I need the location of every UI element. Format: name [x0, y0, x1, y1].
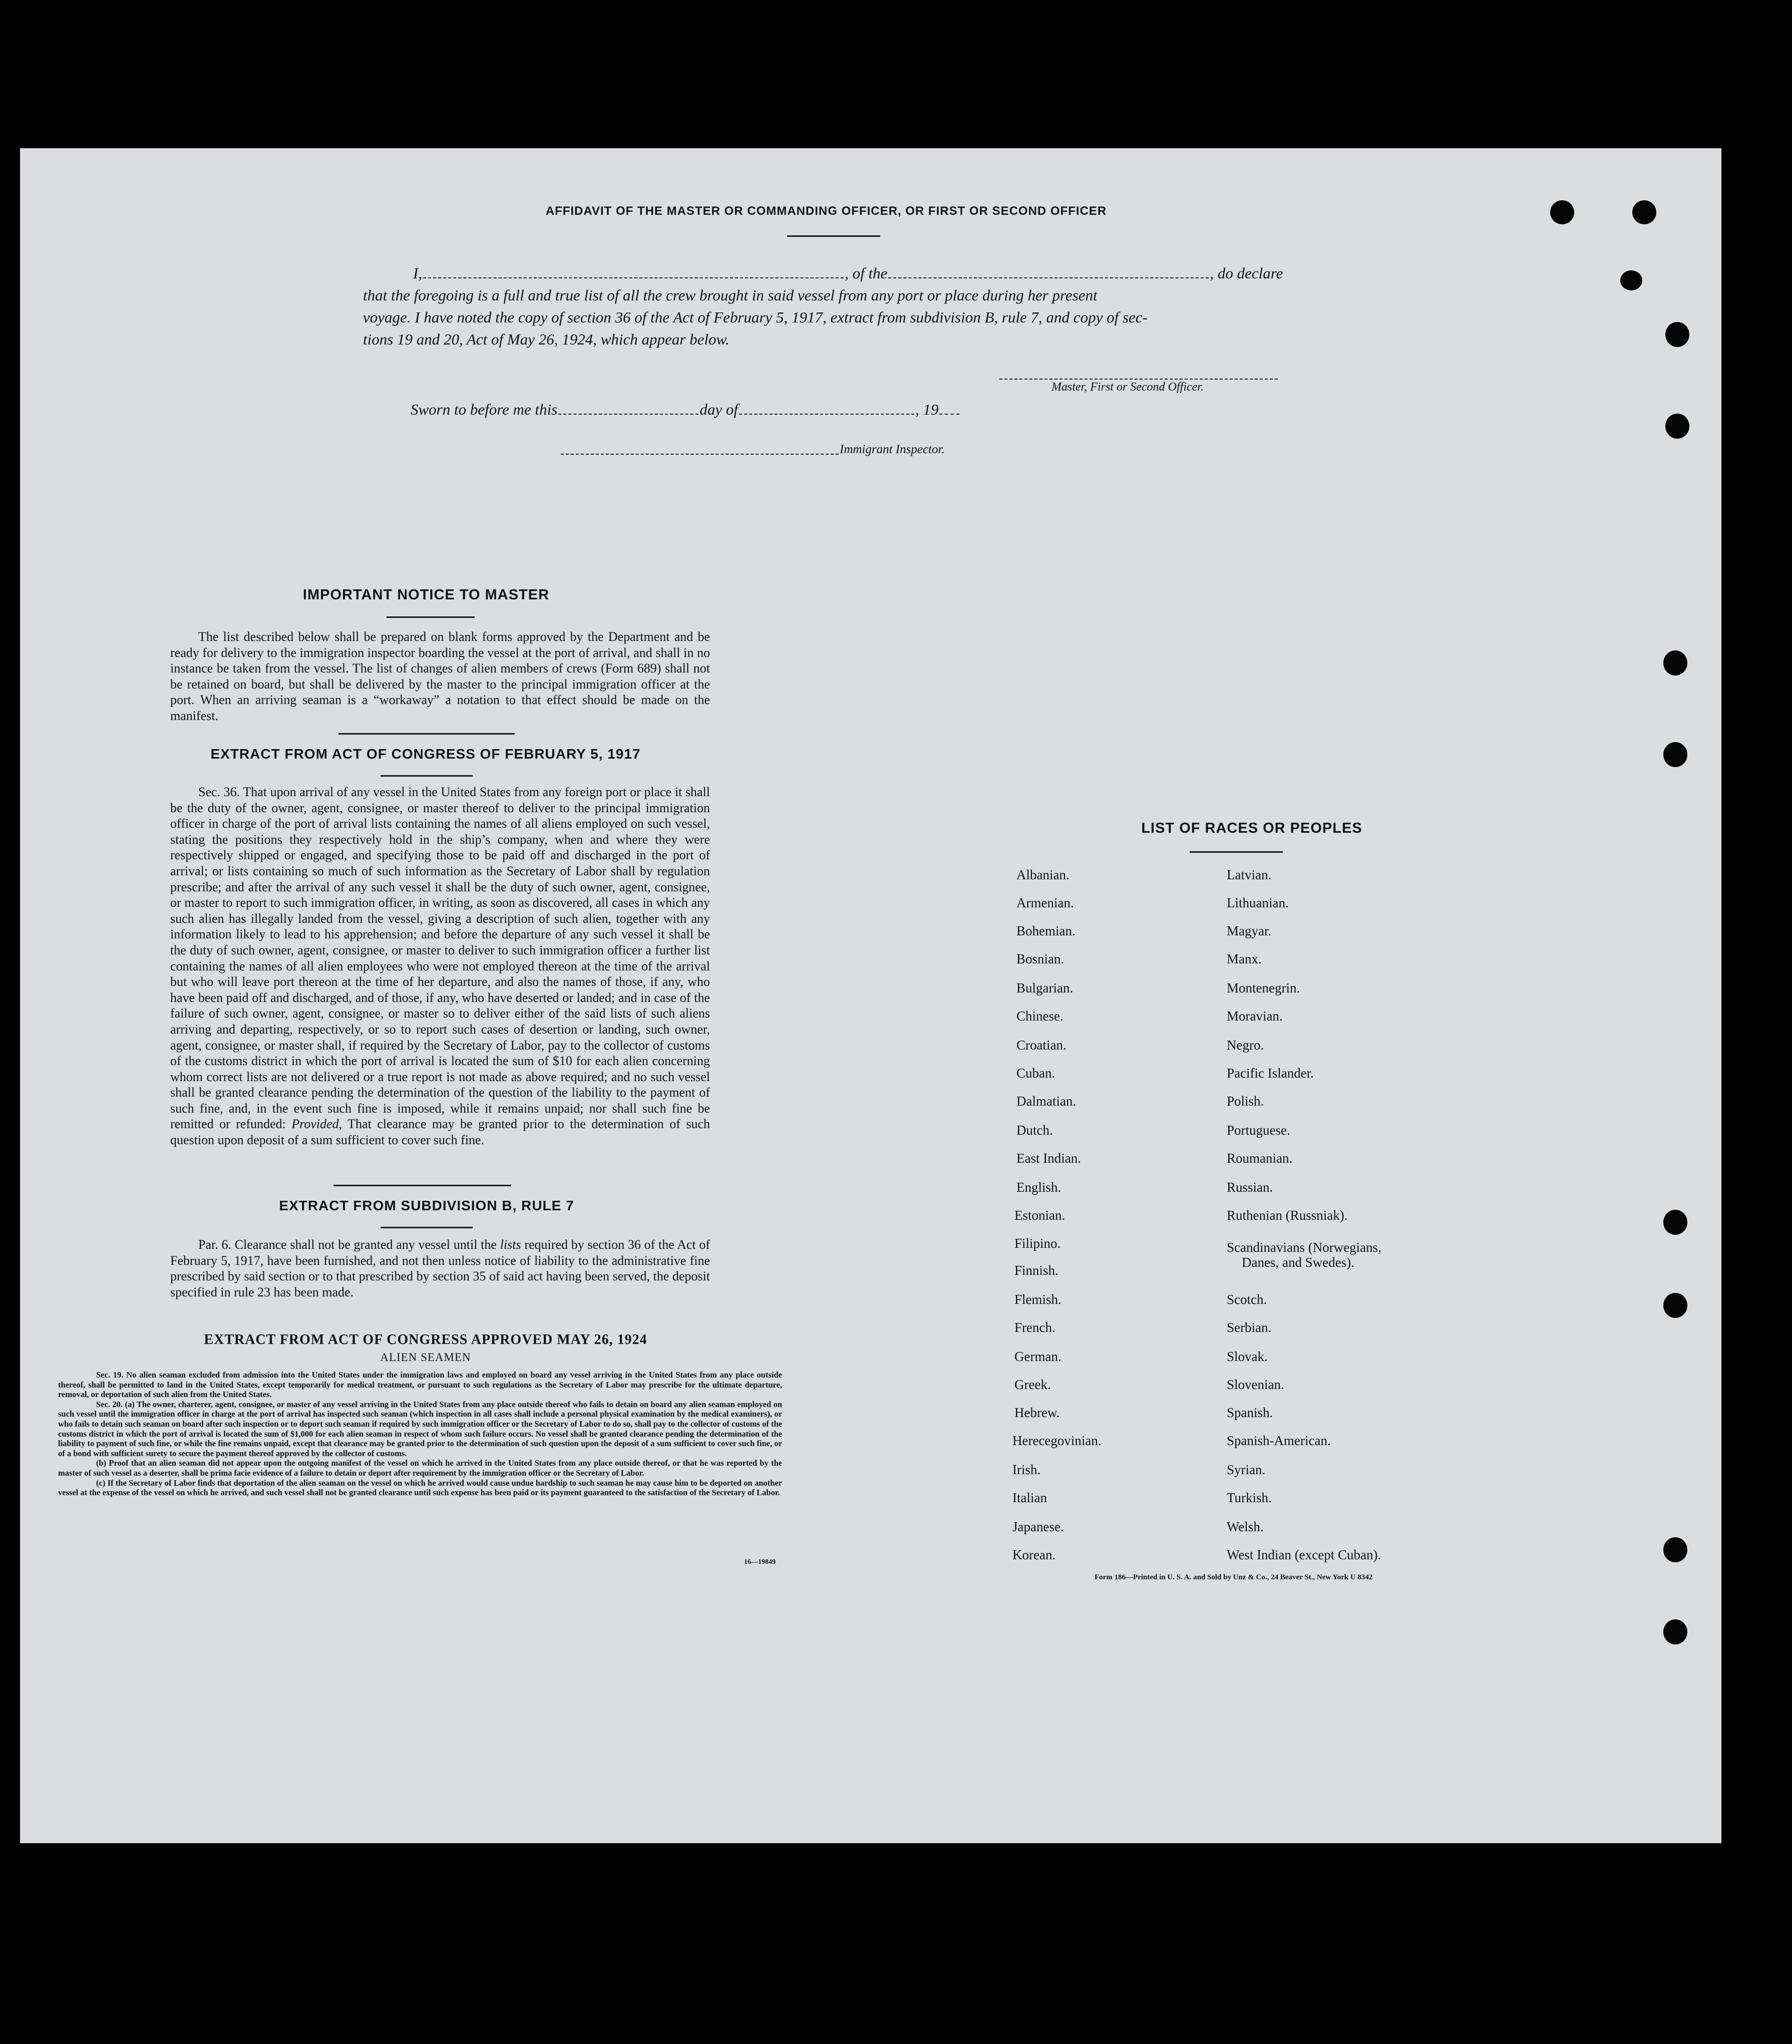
rule7-title: EXTRACT FROM SUBDIVISION B, RULE 7 [279, 1198, 574, 1213]
sworn-line [411, 401, 960, 419]
punch-hole [1663, 1537, 1687, 1562]
race-item: Welsh. [1227, 1519, 1264, 1534]
race-item: Pacific Islander. [1227, 1066, 1314, 1081]
race-item: Latvian. [1227, 867, 1272, 882]
race-item: Spanish-American. [1227, 1433, 1331, 1448]
sworn-day-field[interactable] [558, 414, 698, 415]
race-item: German. [1014, 1349, 1061, 1364]
race-item: Japanese. [1012, 1519, 1064, 1534]
affidavit-line-3: voyage. I have noted the copy of section 36 of the Act of February 5, 1917, extract from subdivision B, rule 7, and copy of sec- [363, 308, 1148, 326]
sworn-month-field[interactable] [739, 414, 914, 415]
punch-hole [1663, 742, 1687, 767]
rule7-text [170, 1237, 710, 1300]
act1917-title-rule [381, 775, 473, 777]
race-item: Negro. [1227, 1038, 1264, 1053]
punch-hole [1665, 414, 1689, 439]
race-item: Dalmatian. [1016, 1094, 1077, 1109]
race-item: Greek. [1014, 1377, 1051, 1392]
act1917-text [170, 784, 710, 1148]
race-item: Magyar. [1227, 923, 1272, 938]
act1924-code: 16—19849 [744, 1558, 776, 1566]
notice-title-rule [387, 616, 475, 618]
race-item: Russian. [1227, 1180, 1273, 1195]
races-title: LIST OF RACES OR PEOPLES [1141, 820, 1362, 836]
master-signature-field[interactable] [999, 379, 1278, 380]
affidavit-of-the: , of the [845, 264, 888, 282]
act1917-provided: Provided, [291, 1117, 342, 1132]
affidavit-i-label: I, [413, 264, 423, 282]
affidavit-title: AFFIDAVIT OF THE MASTER OR COMMANDING OFFICER, OR FIRST OR SECOND OFFICER [545, 204, 1107, 218]
race-item: Serbian. [1227, 1320, 1272, 1335]
race-item: Syrian. [1227, 1462, 1266, 1477]
form-footer: Form 186—Printed in U. S. A. and Sold by Unz & Co., 24 Beaver St., New York U 8342 [1095, 1573, 1373, 1581]
race-item: Italian [1012, 1490, 1047, 1505]
race-item: Croatian. [1016, 1038, 1066, 1053]
race-item: French. [1014, 1320, 1055, 1335]
race-item: Danes, and Swedes). [1242, 1255, 1354, 1270]
race-item: Armenian. [1016, 895, 1074, 910]
punch-hole [1663, 1210, 1687, 1235]
act1924-sec20c: (c) If the Secretary of Labor finds that deportation of the alien seaman on the vessel on which he arrived would cause undue hardship to such seaman he may cause him to be deported on another vessel at the expense of the vessel on which he arrived, and such vessel shall not be granted clearance until such expense has been paid or its payment guaranteed to the satisfaction of the Secretary of Labor. [58, 1478, 782, 1498]
vessel-name-field[interactable] [888, 277, 1209, 278]
notice-text: The list described below shall be prepared on blank forms approved by the Department and be ready for delivery to the immigration inspector boarding the vessel at the port of arrival, and shall in no instance be taken from the vessel. The list of changes of alien members of crews (Form 689) shall not be retained on board, but shall be delivered by the master to the principal immigration officer at the port. When an arriving seaman is a “workaway” a notation to that effect should be made on the manifest. [170, 629, 710, 723]
race-item: Turkish. [1227, 1490, 1272, 1505]
act1917-title: EXTRACT FROM ACT OF CONGRESS OF FEBRUARY 5, 1917 [210, 746, 641, 762]
affidavit-line-2: that the foregoing is a full and true list of all the crew brought in said vessel from any port or place during her present [363, 286, 1098, 304]
race-item: Slovak. [1227, 1349, 1268, 1364]
sworn-label: Sworn to before me this [411, 401, 558, 418]
race-item: Spanish. [1227, 1405, 1273, 1420]
punch-hole [1632, 200, 1656, 224]
act1924-sec20a: Sec. 20. (a) The owner, charterer, agent, consignee, or master of any vessel arriving in the United States from any place outside thereof who fails to detain on board any alien seaman employed on such vessel until the immigration officer in charge at the port of arrival has inspected such seaman (which inspection in all cases shall include a personal physical examination by the medical examiners), or who fails to detain such seaman on board after such inspection or to deport such seaman if required by such immigration officer or the Secretary of Labor to do so, shall pay to the collector of customs of the customs district in which the port of arrival is located the sum of $1,000 for each alien seaman in respect of whom such failure occurs. No vessel shall be granted clearance pending the determination of the liability to payment of such fine, or while the fine remains unpaid, except that clearance may be granted prior to the determination of such question upon the deposit of a sum sufficient to cover such fine, or of a bond with sufficient surety to secure the payment thereof approved by the collector of customs. [58, 1399, 782, 1458]
affidavit-line-1 [413, 264, 1283, 282]
act1924-subtitle: ALIEN SEAMEN [380, 1351, 471, 1364]
act1924-sec20b: (b) Proof that an alien seaman did not appear upon the outgoing manifest of the vessel on which he arrived in the United States from any place outside thereof, or that he was reported by the master of such vessel as a deserter, shall be prima facie evidence of a failure to detain or deport after requirement by the immigration officer or the Secretary of Labor. [58, 1458, 782, 1478]
punch-hole [1663, 650, 1687, 675]
race-item: Dutch. [1016, 1123, 1053, 1138]
race-item: Hebrew. [1014, 1405, 1060, 1420]
act1917-body-end: That clearance may be granted prior to the determination of such question upon deposit of a sum sufficient to cover such fine. [170, 1117, 710, 1148]
act1924-title: EXTRACT FROM ACT OF CONGRESS APPROVED MAY 26, 1924 [204, 1332, 647, 1347]
year-label: , 19 [915, 401, 939, 418]
race-item: Lithuanian. [1227, 895, 1289, 910]
act1917-end-rule [333, 1185, 511, 1186]
race-item: Herecegovinian. [1012, 1433, 1102, 1448]
race-item: Moravian. [1227, 1008, 1283, 1024]
race-item: West Indian (except Cuban). [1227, 1547, 1381, 1562]
race-item: Roumanian. [1227, 1151, 1293, 1166]
race-item: Cuban. [1016, 1066, 1055, 1081]
rule7-par-label: Par. 6. [198, 1237, 231, 1252]
act1924-sec19: Sec. 19. No alien seaman excluded from admission into the United States under the immigration laws and employed on board any vessel arriving in the United States from any place outside thereof, shall be permitted to land in the United States, except temporarily for medical treatment, or pursuant to such regulations as the Secretary of Labor may prescribe for the ultimate departure, removal, or deportation of such alien from the United States. [58, 1370, 782, 1400]
master-signature-label: Master, First or Second Officer. [1051, 381, 1204, 394]
punch-hole [1665, 322, 1689, 347]
act1924-text [58, 1370, 782, 1498]
affidavit-title-rule [787, 235, 880, 237]
race-item: Estonian. [1014, 1208, 1065, 1223]
inspector-label: Immigrant Inspector. [840, 443, 945, 456]
race-item: Bosnian. [1016, 951, 1064, 966]
race-item: Slovenian. [1227, 1377, 1284, 1392]
race-item: Portuguese. [1227, 1123, 1290, 1138]
race-item: Albanian. [1016, 867, 1069, 882]
sworn-year-field[interactable] [939, 414, 959, 415]
notice-end-rule [338, 733, 515, 735]
rule7-body-a: Clearance shall not be granted any vessel until the [234, 1237, 497, 1252]
race-item: Scandinavians (Norwegians, [1227, 1240, 1381, 1255]
punch-hole [1550, 200, 1574, 224]
rule7-lists: lists [500, 1237, 521, 1252]
race-item: Bulgarian. [1016, 980, 1073, 995]
race-item: Chinese. [1016, 1008, 1063, 1024]
race-item: East Indian. [1016, 1151, 1081, 1166]
race-item: Manx. [1227, 951, 1262, 966]
race-item: Irish. [1012, 1462, 1041, 1477]
act1917-sec-label: Sec. 36. [198, 785, 240, 799]
punch-hole [1663, 1293, 1687, 1318]
race-item: Polish. [1227, 1094, 1264, 1109]
race-item: Finnish. [1014, 1263, 1058, 1278]
affidavit-line-4: tions 19 and 20, Act of May 26, 1924, which appear below. [363, 330, 730, 348]
race-item: Ruthenian (Russniak). [1227, 1208, 1348, 1223]
rule7-body-b: required by section 36 of the Act of February 5, 1917, have been furnished, and not then unless notice of liability to the administrative fine prescribed by said section or to that prescribed by section 35 of said act having been served, the deposit specified in rule 23 has been made. [170, 1237, 710, 1299]
rule7-title-rule [381, 1227, 473, 1228]
race-item: Montenegrin. [1227, 980, 1300, 995]
races-title-rule [1190, 851, 1283, 853]
master-name-field[interactable] [423, 277, 844, 278]
notice-title: IMPORTANT NOTICE TO MASTER [302, 587, 550, 603]
race-item: Korean. [1012, 1547, 1056, 1562]
race-item: Flemish. [1014, 1292, 1061, 1307]
act1917-body: That upon arrival of any vessel in the United States from any foreign port or place it shall be the duty of the owner, agent, consignee, or master thereof to deliver to the principal immigration officer in charge of the port of arrival lists containing the names of all aliens employed on such vessel, stating the positions they respectively hold in the ship’s company, when and where they were respectively shipped or engaged, and specifying those to be paid off and discharged in the port of arrival; or lists containing so much of such information as the Secretary of Labor shall by regulation prescribe; and after the arrival of any such vessel it shall be the duty of such owner, agent, consignee, or master to report to such immigration officer, in writing, as soon as discovered, all cases in which any such alien has illegally landed from the vessel, giving a description of such alien, together with any information likely to lead to his apprehension; and before the departure of any such vessel it shall be the duty of such owner, agent, consignee, or master to deliver to such immigration officer a further list containing the names of all alien employees who were not employed thereon at the time of the arrival but who will leave port thereon at the time of her departure, and also the names of those, if any, who have been paid off and discharged, and of those, if any, who have deserted or landed; and in case of the failure of such owner, agent, consignee, or master so to deliver either of the said lists of such aliens arriving and departing, respectively, or so to report such cases of desertion or landing, such owner, agent, consignee, or master shall, if required by the Secretary of Labor, pay to the collector of customs of the customs district in which the port of arrival is located the sum of $10 for each alien concerning whom correct lists are not delivered or a true report is not made as above required; and no such vessel shall be granted clearance pending the determination of the question of the liability to the payment of such fine, and, in the event such fine is imposed, while it remains unpaid; nor shall such fine be remitted or refunded: [170, 785, 710, 1132]
race-item: Filipino. [1014, 1236, 1061, 1251]
race-item: English. [1016, 1180, 1061, 1195]
inspector-signature-field[interactable] [561, 454, 839, 455]
day-of-label: day of [699, 401, 738, 418]
punch-hole [1663, 1619, 1687, 1644]
punch-hole [1620, 270, 1642, 290]
race-item: Scotch. [1227, 1292, 1267, 1307]
affidavit-do-declare: , do declare [1210, 264, 1283, 282]
race-item: Bohemian. [1016, 923, 1076, 938]
